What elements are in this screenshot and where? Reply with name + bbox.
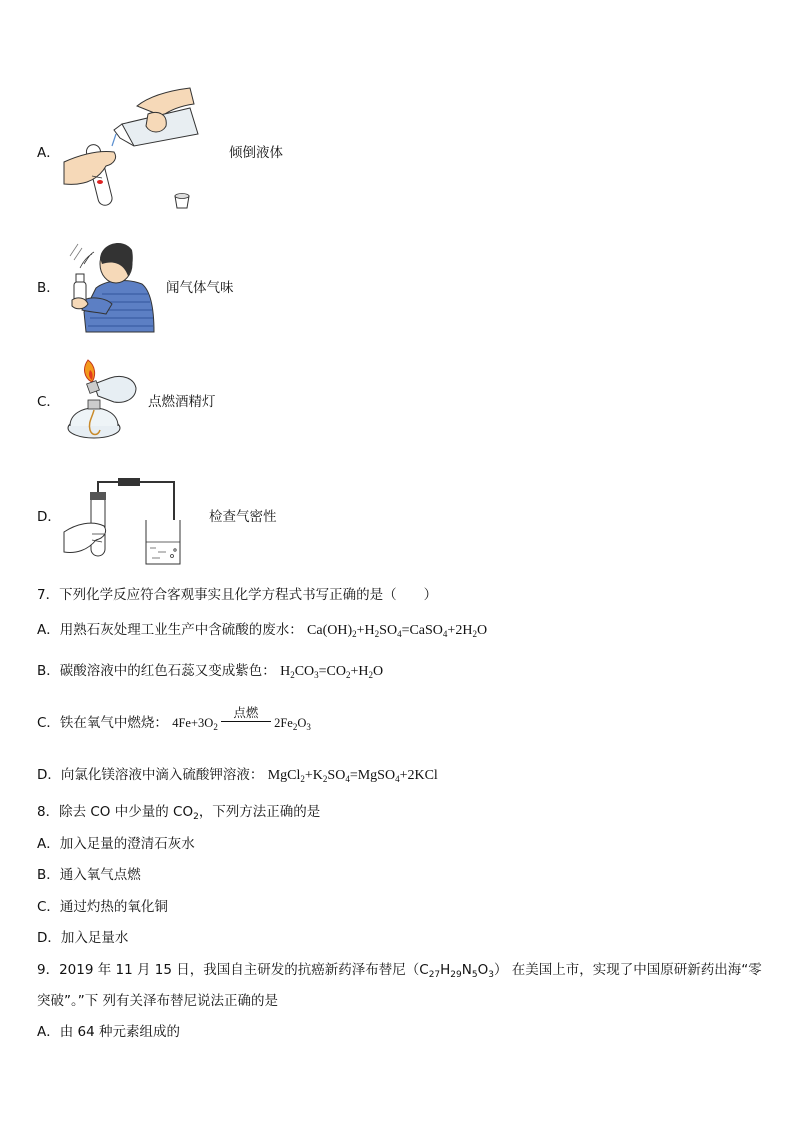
option-c-letter: C．: [37, 394, 60, 410]
q7-option-b-label: B．碳酸溶液中的红色石蕊又变成紫色：: [37, 663, 276, 679]
q7-option-b: [37, 659, 383, 680]
q7-option-c-label: C．铁在氧气中燃烧：: [37, 715, 168, 731]
q7-option-b-formula: $H_2CO_3=CO_2+H_2O$: [280, 664, 384, 680]
q9-option-a: A．由 64 种元素组成的: [37, 1024, 180, 1040]
q9-stem-line2: 突破”。”下 列有关泽布替尼说法正确的是: [37, 993, 279, 1009]
q7-option-d-label: D．向氯化镁溶液中滴入硫酸钾溶液：: [37, 767, 264, 783]
pouring-liquid-illustration: [62, 84, 222, 214]
q7-option-d: [37, 763, 438, 784]
q8-option-c: C．通过灼热的氧化铜: [37, 899, 168, 915]
q7-option-a-formula: $Ca(OH)_2+H_2SO_4=CaSO_4+2H_2O$: [307, 623, 488, 639]
option-b-letter: B．: [37, 280, 60, 296]
q9-stem-line1: 9．2019 年 11 月 15 日，我国自主研发的抗癌新药泽布替尼$(C_{27}H_{29}N_5O_3)$ 在美国上市，实现了中国原研新药出海“零: [37, 962, 762, 980]
option-b-caption: 闻气体气味: [166, 280, 234, 296]
option-c-caption: 点燃酒精灯: [148, 394, 216, 410]
reaction-condition: 点燃: [221, 706, 271, 722]
q7-stem: 7．下列化学反应符合客观事实且化学方程式书写正确的是（ ）: [37, 587, 438, 603]
q8-option-d: D．加入足量水: [37, 930, 129, 946]
q7-option-a: [37, 618, 487, 639]
option-d-caption: 检查气密性: [209, 509, 277, 525]
q8-option-b: B．通入氧气点燃: [37, 867, 141, 883]
airtightness-check-illustration: [62, 474, 186, 568]
option-a-letter: A．: [37, 145, 60, 161]
q7-option-c-formula: $4Fe+3O_2$ 点燃 $2Fe_2O_3$: [172, 706, 311, 732]
option-d-letter: D．: [37, 509, 61, 525]
q8-stem: 8．除去 CO 中少量的 $CO_2$，下列方法正确的是: [37, 804, 321, 822]
q8-option-a: A．加入足量的澄清石灰水: [37, 836, 195, 852]
q7-option-c: [37, 706, 311, 732]
q7-option-d-formula: $MgCl_2+K_2SO_4=MgSO_4+2KCl$: [267, 768, 438, 784]
smelling-gas-illustration: [62, 234, 158, 334]
lighting-alcohol-lamp-illustration: [62, 356, 146, 446]
q7-option-a-label: A．用熟石灰处理工业生产中含硫酸的废水：: [37, 622, 303, 638]
option-a-caption: 倾倒液体: [229, 145, 283, 161]
